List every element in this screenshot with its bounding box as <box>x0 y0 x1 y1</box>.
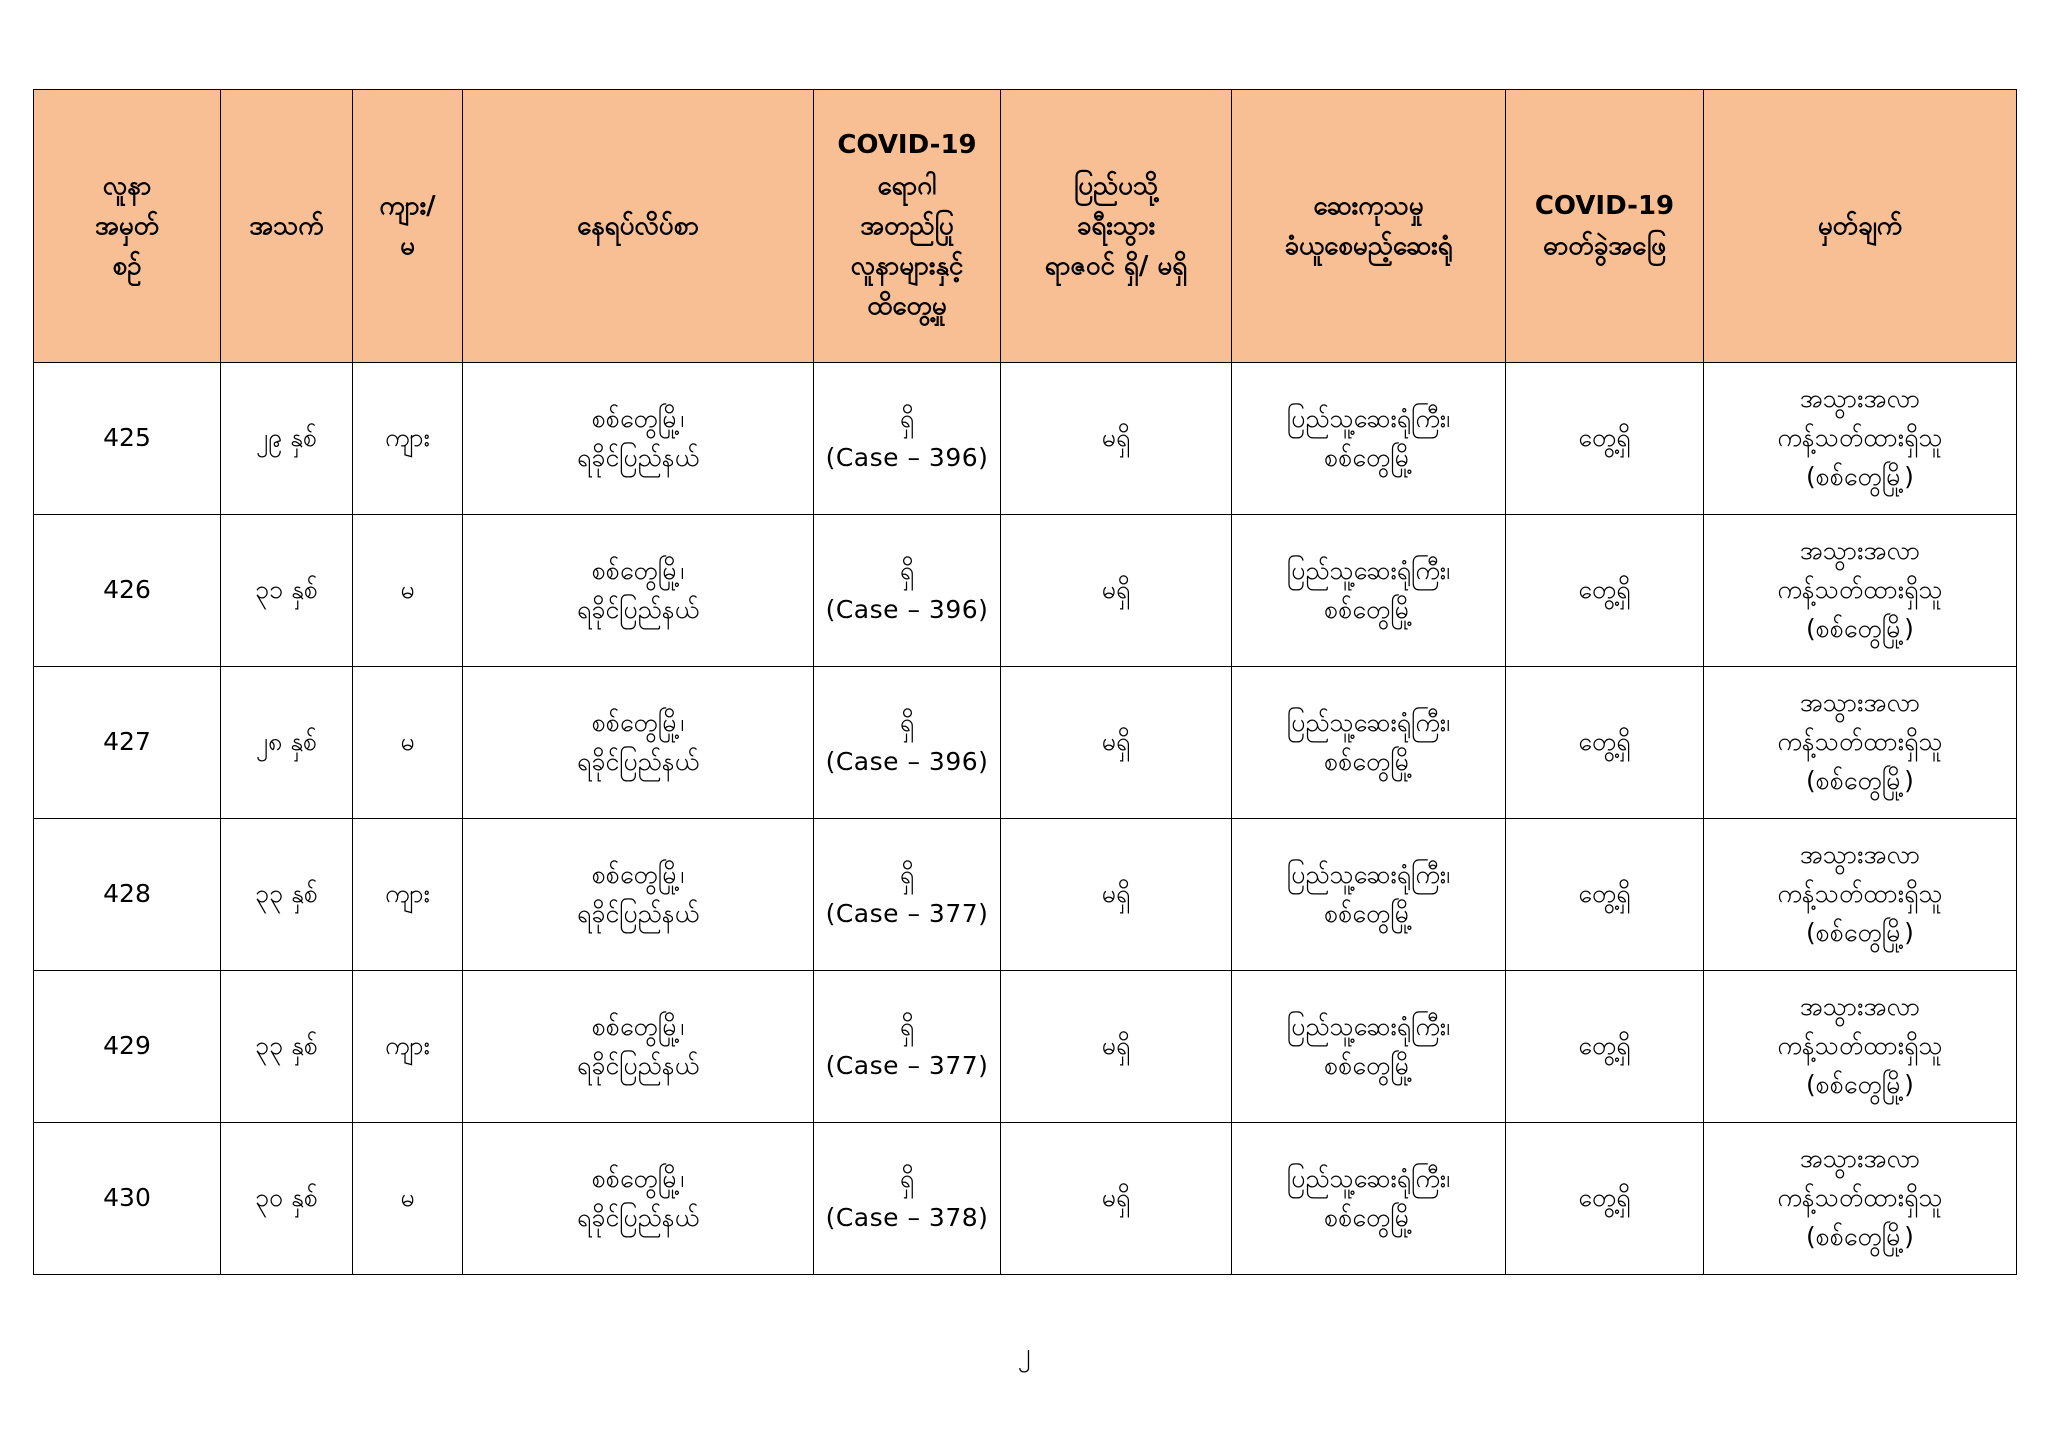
cell-status: တွေ့ရှိ <box>1506 1123 1704 1275</box>
cell-patient-no: 427 <box>34 667 221 819</box>
table-row <box>34 515 2017 667</box>
cell-address: စစ်တွေမြို့၊ ရခိုင်ပြည်နယ် <box>463 667 814 819</box>
case-reference: (Case – 377) <box>825 1050 989 1080</box>
cell-travel: မရှိ <box>1001 1123 1232 1275</box>
cell-remarks: အသွားအလာ ကန့်သတ်ထားရှိသူ (စစ်တွေမြို့) <box>1704 971 2017 1123</box>
case-reference: (Case – 396) <box>825 594 989 624</box>
cell-contact: ရှိ (Case – 396) <box>814 363 1001 515</box>
cell-hospital: ပြည်သူ့ဆေးရုံကြီး၊ စစ်တွေမြို့ <box>1232 363 1506 515</box>
case-reference: (Case – 377) <box>825 898 989 928</box>
cell-travel: မရှိ <box>1001 363 1232 515</box>
table-row <box>34 819 2017 971</box>
cell-age: ၂၉ နှစ် <box>221 363 353 515</box>
header-travel-history: ပြည်ပသို့ ခရီးသွား ရာဇဝင် ရှိ/ မရှိ <box>1001 90 1232 363</box>
table-row <box>34 971 2017 1123</box>
table-header <box>34 90 2017 363</box>
cell-hospital: ပြည်သူ့ဆေးရုံကြီး၊ စစ်တွေမြို့ <box>1232 1123 1506 1275</box>
cell-travel: မရှိ <box>1001 819 1232 971</box>
case-reference: (Case – 396) <box>825 746 989 776</box>
cell-address: စစ်တွေမြို့၊ ရခိုင်ပြည်နယ် <box>463 971 814 1123</box>
cell-travel: မရှိ <box>1001 515 1232 667</box>
cell-contact: ရှိ (Case – 396) <box>814 667 1001 819</box>
header-sex: ကျား/ မ <box>353 90 463 363</box>
cell-travel: မရှိ <box>1001 971 1232 1123</box>
table-row <box>34 363 2017 515</box>
patient-table <box>33 89 2017 1275</box>
cell-remarks: အသွားအလာ ကန့်သတ်ထားရှိသူ (စစ်တွေမြို့) <box>1704 363 2017 515</box>
cell-age: ၃၃ နှစ် <box>221 971 353 1123</box>
cell-remarks: အသွားအလာ ကန့်သတ်ထားရှိသူ (စစ်တွေမြို့) <box>1704 515 2017 667</box>
cell-sex: မ <box>353 515 463 667</box>
cell-sex: ကျား <box>353 819 463 971</box>
table-body <box>34 363 2017 1275</box>
cell-patient-no: 429 <box>34 971 221 1123</box>
cell-status: တွေ့ရှိ <box>1506 363 1704 515</box>
header-contact: COVID-19 ရောဂါ အတည်ပြု လူနာများနှင့် ထိတွေ့မှု <box>814 90 1001 363</box>
cell-hospital: ပြည်သူ့ဆေးရုံကြီး၊ စစ်တွေမြို့ <box>1232 819 1506 971</box>
cell-contact: ရှိ (Case – 377) <box>814 819 1001 971</box>
cell-sex: ကျား <box>353 363 463 515</box>
cell-hospital: ပြည်သူ့ဆေးရုံကြီး၊ စစ်တွေမြို့ <box>1232 515 1506 667</box>
cell-age: ၃၀ နှစ် <box>221 1123 353 1275</box>
cell-patient-no: 430 <box>34 1123 221 1275</box>
cell-hospital: ပြည်သူ့ဆေးရုံကြီး၊ စစ်တွေမြို့ <box>1232 971 1506 1123</box>
cell-status: တွေ့ရှိ <box>1506 515 1704 667</box>
cell-contact: ရှိ (Case – 396) <box>814 515 1001 667</box>
cell-patient-no: 428 <box>34 819 221 971</box>
header-remarks: မှတ်ချက် <box>1704 90 2017 363</box>
cell-address: စစ်တွေမြို့၊ ရခိုင်ပြည်နယ် <box>463 819 814 971</box>
header-covid-status: COVID-19 ဓာတ်ခွဲအဖြေ <box>1506 90 1704 363</box>
cell-patient-no: 426 <box>34 515 221 667</box>
cell-age: ၃၃ နှစ် <box>221 819 353 971</box>
header-hospital: ဆေးကုသမှု ခံယူစေမည့်ဆေးရုံ <box>1232 90 1506 363</box>
cell-age: ၂၈ နှစ် <box>221 667 353 819</box>
cell-contact: ရှိ (Case – 377) <box>814 971 1001 1123</box>
cell-hospital: ပြည်သူ့ဆေးရုံကြီး၊ စစ်တွေမြို့ <box>1232 667 1506 819</box>
table-row <box>34 667 2017 819</box>
header-age: အသက် <box>221 90 353 363</box>
table-row <box>34 1123 2017 1275</box>
cell-remarks: အသွားအလာ ကန့်သတ်ထားရှိသူ (စစ်တွေမြို့) <box>1704 819 2017 971</box>
cell-travel: မရှိ <box>1001 667 1232 819</box>
case-reference: (Case – 378) <box>825 1202 989 1232</box>
cell-sex: မ <box>353 667 463 819</box>
cell-sex: ကျား <box>353 971 463 1123</box>
cell-address: စစ်တွေမြို့၊ ရခိုင်ပြည်နယ် <box>463 363 814 515</box>
cell-status: တွေ့ရှိ <box>1506 971 1704 1123</box>
case-reference: (Case – 396) <box>825 442 989 472</box>
header-row <box>34 90 2017 363</box>
page-number: ၂ <box>1017 1338 1031 1368</box>
cell-status: တွေ့ရှိ <box>1506 667 1704 819</box>
cell-remarks: အသွားအလာ ကန့်သတ်ထားရှိသူ (စစ်တွေမြို့) <box>1704 1123 2017 1275</box>
cell-patient-no: 425 <box>34 363 221 515</box>
header-patient-no: လူနာ အမှတ် စဉ် <box>34 90 221 363</box>
cell-remarks: အသွားအလာ ကန့်သတ်ထားရှိသူ (စစ်တွေမြို့) <box>1704 667 2017 819</box>
header-address: နေရပ်လိပ်စာ <box>463 90 814 363</box>
cell-status: တွေ့ရှိ <box>1506 819 1704 971</box>
cell-address: စစ်တွေမြို့၊ ရခိုင်ပြည်နယ် <box>463 1123 814 1275</box>
cell-address: စစ်တွေမြို့၊ ရခိုင်ပြည်နယ် <box>463 515 814 667</box>
cell-sex: မ <box>353 1123 463 1275</box>
cell-contact: ရှိ (Case – 378) <box>814 1123 1001 1275</box>
cell-age: ၃၁ နှစ် <box>221 515 353 667</box>
